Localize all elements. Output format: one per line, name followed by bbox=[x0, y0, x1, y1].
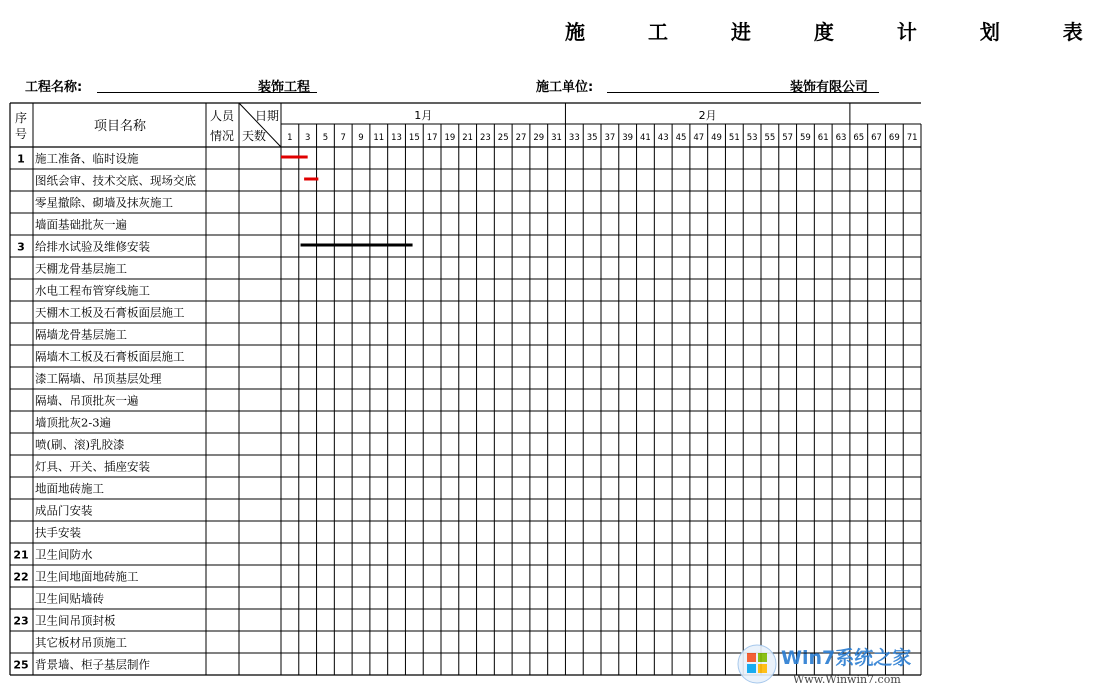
day-tick-label: 21 bbox=[462, 133, 474, 143]
task-name: 扶手安装 bbox=[35, 525, 81, 540]
task-name: 漆工隔墙、吊顶基层处理 bbox=[35, 371, 162, 386]
row-seq: 22 bbox=[13, 570, 29, 584]
name-header: 项目名称 bbox=[93, 119, 147, 134]
task-name: 水电工程布管穿线施工 bbox=[35, 283, 150, 298]
day-tick-label: 25 bbox=[497, 133, 509, 143]
day-tick-label: 3 bbox=[304, 133, 311, 143]
date-header: 日期 bbox=[254, 109, 280, 123]
task-name: 背景墙、柜子基层制作 bbox=[35, 657, 150, 672]
day-tick-label: 51 bbox=[728, 133, 740, 143]
people-header: 人员 bbox=[209, 109, 235, 123]
task-progress-bar bbox=[304, 178, 318, 181]
watermark-brand: Win7系统之家 bbox=[781, 647, 912, 669]
task-name: 给排水试验及维修安装 bbox=[35, 239, 150, 254]
task-name: 墙顶批灰2-3遍 bbox=[35, 415, 112, 430]
day-tick-label: 45 bbox=[675, 133, 687, 143]
day-tick-label: 17 bbox=[426, 133, 438, 143]
month-label-jan: 1月 bbox=[414, 109, 433, 122]
task-name: 零星撤除、砌墙及抹灰施工 bbox=[35, 195, 173, 210]
day-tick-label: 23 bbox=[480, 133, 491, 143]
day-tick-label: 41 bbox=[640, 133, 651, 143]
day-tick-label: 19 bbox=[444, 133, 456, 143]
day-tick-label: 47 bbox=[693, 133, 705, 143]
row-seq: 23 bbox=[13, 614, 29, 628]
day-tick-label: 59 bbox=[800, 133, 811, 143]
task-name: 图纸会审、技术交底、现场交底 bbox=[35, 173, 196, 188]
task-name: 地面地砖施工 bbox=[35, 481, 104, 496]
day-tick-label: 65 bbox=[853, 133, 865, 143]
days-header: 天数 bbox=[241, 129, 267, 143]
day-tick-label: 55 bbox=[764, 133, 776, 143]
task-name: 卫生间贴墙砖 bbox=[35, 591, 104, 606]
day-tick-label: 43 bbox=[657, 133, 669, 143]
project-name-value: 装饰工程 bbox=[258, 80, 311, 95]
seq-header: 号 bbox=[14, 127, 28, 141]
day-tick-label: 29 bbox=[533, 133, 545, 143]
row-seq: 21 bbox=[13, 548, 29, 562]
task-name: 成品门安装 bbox=[35, 503, 93, 518]
day-tick-label: 7 bbox=[340, 133, 346, 143]
construction-unit-label: 施工单位: bbox=[536, 80, 594, 95]
task-name: 施工准备、临时设施 bbox=[35, 151, 139, 166]
day-tick-label: 63 bbox=[835, 133, 847, 143]
row-seq: 3 bbox=[17, 240, 25, 254]
watermark-logo bbox=[735, 638, 933, 692]
watermark-url: Www.Winwin7.com bbox=[793, 673, 901, 686]
day-tick-label: 9 bbox=[358, 133, 364, 143]
day-tick-label: 69 bbox=[888, 133, 900, 143]
day-tick-label: 5 bbox=[322, 133, 329, 143]
seq-header: 序 bbox=[14, 111, 28, 125]
task-name: 墙面基础批灰一遍 bbox=[35, 217, 127, 232]
day-tick-label: 37 bbox=[604, 133, 616, 143]
task-name: 隔墙木工板及石膏板面层施工 bbox=[35, 349, 185, 364]
task-progress-bar bbox=[281, 156, 308, 159]
project-name-label: 工程名称: bbox=[25, 80, 83, 95]
task-name: 天棚龙骨基层施工 bbox=[35, 261, 127, 276]
day-tick-label: 11 bbox=[373, 133, 385, 143]
people-status-header: 情况 bbox=[209, 129, 235, 143]
task-name: 其它板材吊顶施工 bbox=[35, 635, 127, 650]
row-seq: 1 bbox=[17, 152, 25, 166]
day-tick-label: 13 bbox=[391, 133, 402, 143]
day-tick-label: 15 bbox=[408, 133, 420, 143]
day-tick-label: 49 bbox=[711, 133, 722, 143]
page-title: 施 工 进 度 计 划 表 bbox=[565, 20, 1111, 44]
task-name: 隔墙、吊顶批灰一遍 bbox=[35, 393, 139, 408]
row-seq: 25 bbox=[13, 658, 29, 672]
task-name: 隔墙龙骨基层施工 bbox=[35, 327, 127, 342]
task-name: 天棚木工板及石膏板面层施工 bbox=[35, 305, 185, 320]
day-tick-label: 57 bbox=[782, 133, 794, 143]
day-tick-label: 1 bbox=[287, 133, 293, 143]
task-name: 卫生间地面地砖施工 bbox=[35, 569, 139, 584]
task-name: 卫生间防水 bbox=[35, 547, 93, 562]
task-progress-bar bbox=[301, 244, 413, 247]
task-name: 灯具、开关、插座安装 bbox=[35, 459, 150, 474]
day-tick-label: 31 bbox=[551, 133, 562, 143]
task-name: 喷(刷、滚)乳胶漆 bbox=[35, 437, 125, 452]
day-tick-label: 61 bbox=[817, 133, 829, 143]
day-tick-label: 27 bbox=[515, 133, 527, 143]
day-tick-label: 33 bbox=[568, 133, 580, 143]
day-tick-label: 53 bbox=[746, 133, 758, 143]
day-tick-label: 39 bbox=[622, 133, 634, 143]
month-label-feb: 2月 bbox=[698, 109, 717, 122]
day-tick-label: 35 bbox=[586, 133, 598, 143]
construction-unit-value: 装饰有限公司 bbox=[790, 80, 869, 95]
day-tick-label: 71 bbox=[906, 133, 918, 143]
day-tick-label: 67 bbox=[871, 133, 882, 143]
task-name: 卫生间吊顶封板 bbox=[35, 613, 116, 628]
